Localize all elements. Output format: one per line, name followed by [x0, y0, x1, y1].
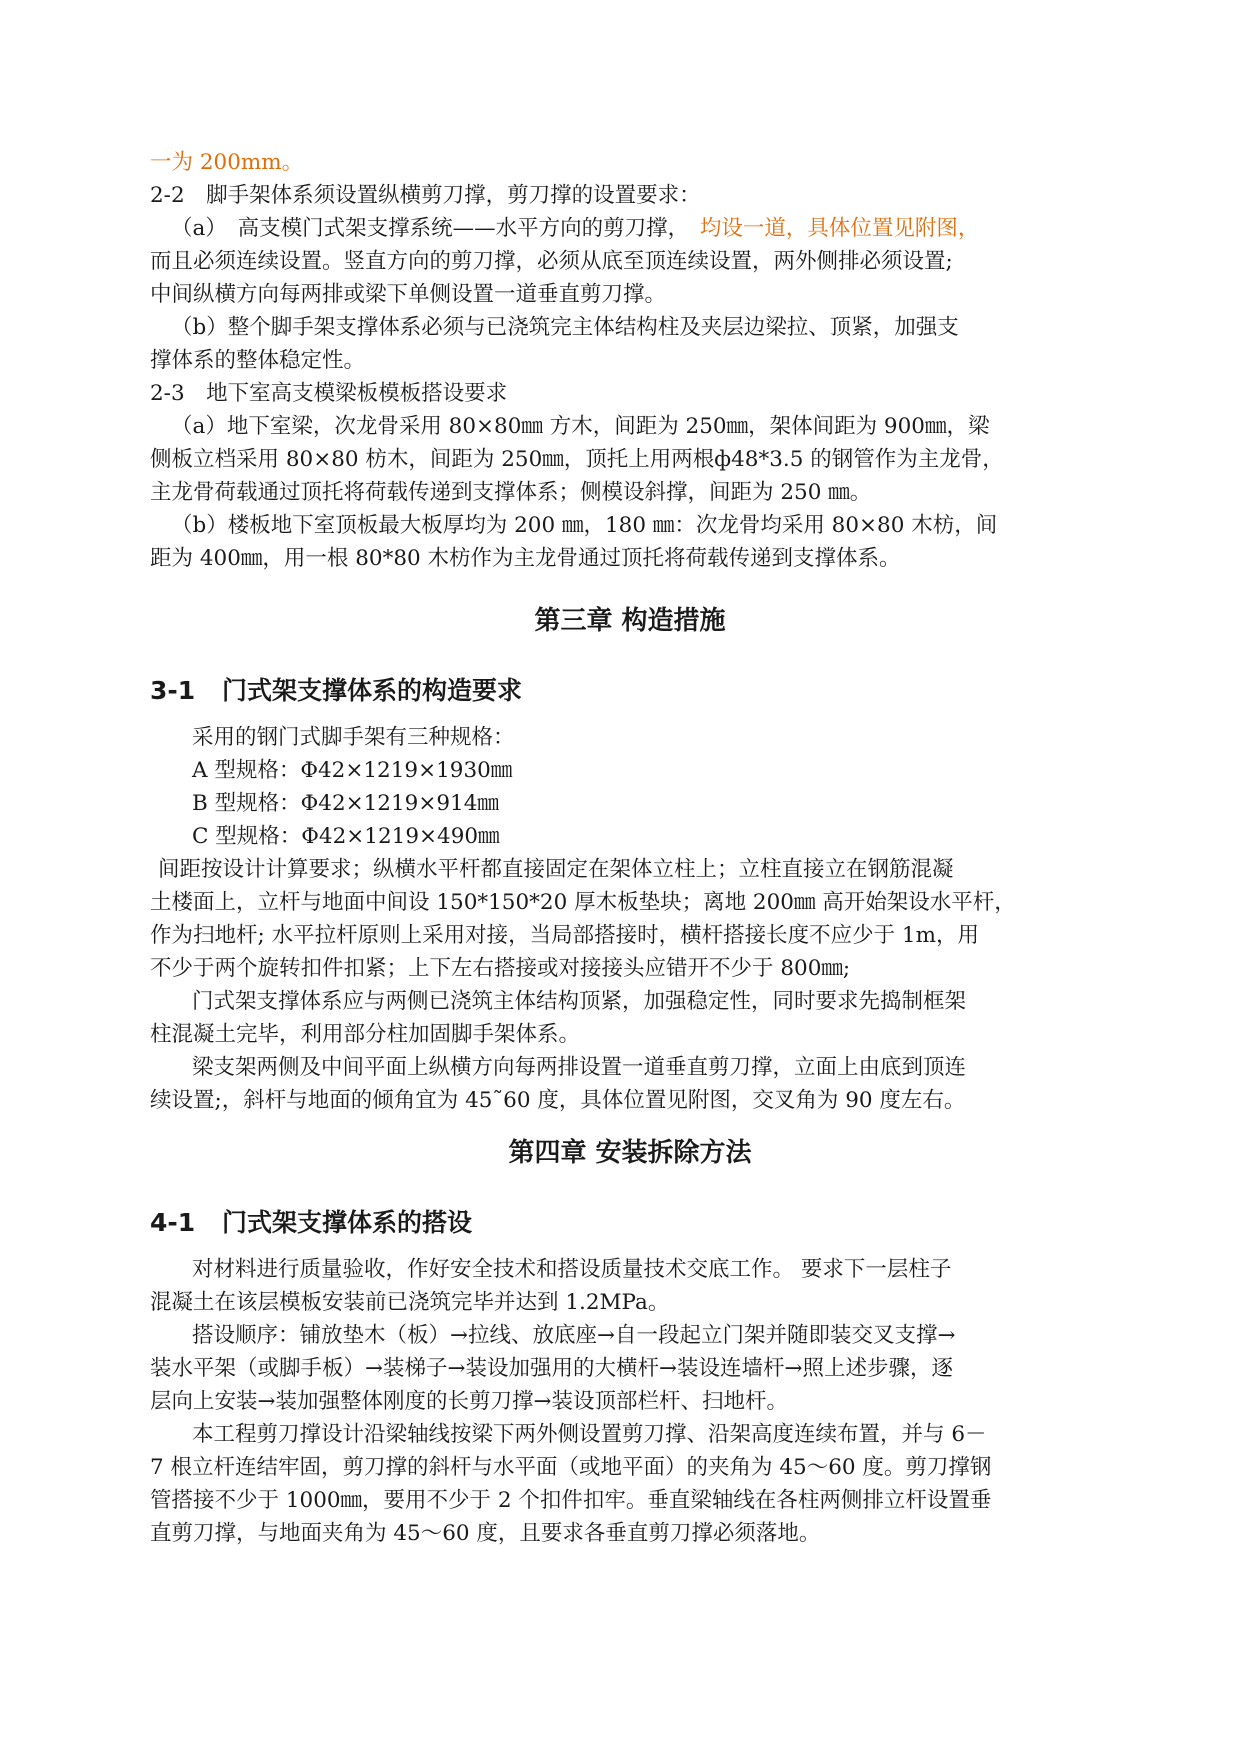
text-line: 续设置;，斜杆与地面的倾角宜为 45˜60 度，具体位置见附图，交叉角为 90 度左右。: [150, 1088, 966, 1113]
text-line: 中间纵横方向每两排或梁下单侧设置一道垂直剪刀撑。: [150, 282, 667, 307]
text-line: 不少于两个旋转扣件扣紧；上下左右搭接或对接接头应错开不少于 800㎜;: [150, 956, 851, 981]
text-line: 一为 200mm。: [150, 150, 304, 175]
text-line: 距为 400㎜，用一根 80*80 木枋作为主龙骨通过顶托将荷载传递到支撑体系。: [150, 546, 901, 571]
text-line: 作为扫地杆; 水平拉杆原则上采用对接，当局部搭接时，横杆搭接长度不应少于 1m，用: [150, 923, 979, 948]
text-line: 侧板立档采用 80×80 枋木，间距为 250㎜，顶托上用两根ф48*3.5 的钢管作为主龙骨，: [150, 447, 1004, 472]
highlighted-text: 均设一道，具体位置见附图，: [678, 216, 980, 241]
subsection-2-2-heading: 2-2 脚手架体系须设置纵横剪刀撑，剪刀撑的设置要求：: [150, 183, 701, 208]
text-line: [150, 212, 1110, 245]
text-line: 梁支架两侧及中间平面上纵横方向每两排设置一道垂直剪刀撑，立面上由底到顶连: [192, 1055, 967, 1080]
spec-line-c: C 型规格：Φ42×1219×490㎜: [192, 824, 500, 849]
section-title: 门式架支撑体系的构造要求: [222, 676, 523, 705]
text-line: （a）地下室梁，次龙骨采用 80×80㎜ 方木，间距为 250㎜，架体间距为 900㎜，梁: [171, 414, 990, 439]
section-number: 3-1: [150, 676, 196, 705]
text-line: 主龙骨荷载通过顶托将荷载传递到支撑体系；侧模设斜撑，间距为 250 ㎜。: [150, 480, 872, 505]
subsection-2-3-heading: 2-3 地下室高支模梁板模板搭设要求: [150, 381, 508, 406]
chapter-3-title: 第三章 构造措施: [534, 606, 726, 636]
text-line: 采用的钢门式脚手架有三种规格：: [192, 725, 515, 750]
spec-line-a: A 型规格：Φ42×1219×1930㎜: [192, 758, 513, 783]
text-line: 搭设顺序：铺放垫木（板）→拉线、放底座→自一段起立门架并随即装交叉支撑→: [192, 1323, 956, 1348]
text-line: 直剪刀撑，与地面夹角为 45～60 度，且要求各垂直剪刀撑必须落地。: [150, 1521, 821, 1546]
text-line: 混凝土在该层模板安装前已浇筑完毕并达到 1.2MPa。: [150, 1290, 670, 1315]
text-line: 7 根立杆连结牢固，剪刀撑的斜杆与水平面（或地平面）的夹角为 45～60 度。剪刀撑钢: [150, 1455, 992, 1480]
text-line: 土楼面上，立杆与地面中间设 150*150*20 厚木板垫块；离地 200㎜ 高开始架设水平杆，: [150, 890, 1016, 915]
text-line: （b）整个脚手架支撑体系必须与已浇筑完主体结构柱及夹层边梁拉、顶紧，加强支: [171, 315, 959, 340]
text-line: 间距按设计计算要求；纵横水平杆都直接固定在架体立柱上；立柱直接立在钢筋混凝: [158, 857, 954, 882]
text-line: 门式架支撑体系应与两侧已浇筑主体结构顶紧，加强稳定性，同时要求先捣制框架: [192, 989, 967, 1014]
section-title: 门式架支撑体系的搭设: [222, 1208, 473, 1237]
spec-line-b: B 型规格：Φ42×1219×914㎜: [192, 791, 499, 816]
text-line: （b）楼板地下室顶板最大板厚均为 200 ㎜，180 ㎜：次龙骨均采用 80×80 木枋，间: [171, 513, 998, 538]
text-line: 而且必须连续设置。竖直方向的剪刀撑，必须从底至顶连续设置，两外侧排必须设置;: [150, 249, 953, 274]
text-line: 本工程剪刀撑设计沿梁轴线按梁下两外侧设置剪刀撑、沿架高度连续布置，并与 6－: [192, 1422, 987, 1447]
section-4-1-heading: [150, 1203, 1110, 1243]
section-3-1-heading: [150, 671, 1110, 711]
chapter-4-title: 第四章 安装拆除方法: [508, 1138, 752, 1168]
section-number: 4-1: [150, 1208, 196, 1237]
text-line: 管搭接不少于 1000㎜，要用不少于 2 个扣件扣牢。垂直梁轴线在各柱两侧排立杆设置垂: [150, 1488, 992, 1513]
document-page: [150, 146, 1110, 1550]
text-span: （a） 高支模门式架支撑系统——水平方向的剪刀撑，: [171, 216, 679, 241]
text-line: 对材料进行质量验收，作好安全技术和搭设质量技术交底工作。 要求下一层柱子: [192, 1257, 952, 1282]
text-line: 柱混凝土完毕，利用部分柱加固脚手架体系。: [150, 1022, 581, 1047]
text-line: 装水平架（或脚手板）→装梯子→装设加强用的大横杆→装设连墙杆→照上述步骤，逐: [150, 1356, 954, 1381]
text-line: 撑体系的整体稳定性。: [150, 348, 366, 373]
text-line: 层向上安装→装加强整体刚度的长剪刀撑→装设顶部栏杆、扫地杆。: [150, 1389, 789, 1414]
